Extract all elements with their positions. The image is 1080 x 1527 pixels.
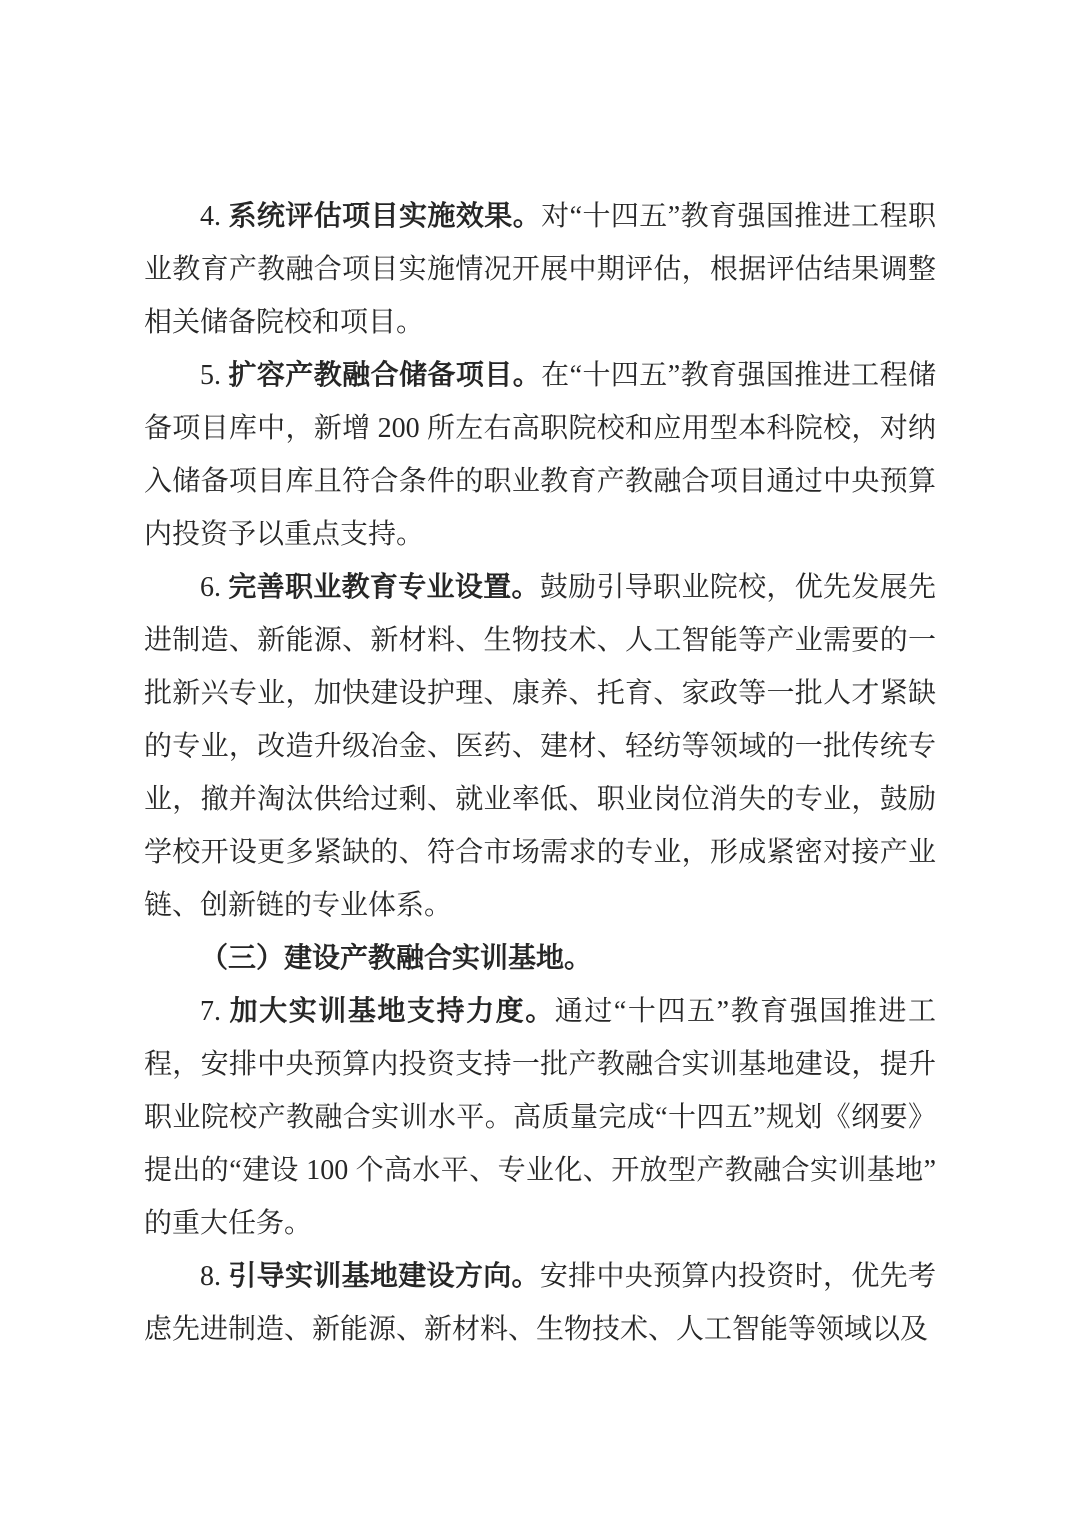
item-title: 引导实训基地建设方向。 xyxy=(228,1261,540,1292)
item-title: 扩容产教融合储备项目。 xyxy=(228,360,542,391)
item-number: 6. xyxy=(200,572,229,603)
item-number: 4. xyxy=(200,201,229,232)
item-title: 加大实训基地支持力度。 xyxy=(229,996,555,1027)
section-heading-text: （三）建设产教融合实训基地。 xyxy=(200,943,593,974)
document-text-block xyxy=(144,190,936,1356)
numbered-paragraph-4 xyxy=(144,190,936,349)
section-heading xyxy=(144,932,936,985)
item-number: 5. xyxy=(200,360,229,391)
item-body: 鼓励引导职业院校，优先发展先进制造、新能源、新材料、生物技术、人工智能等产业需要的一批新兴专业，加快建设护理、康养、托育、家政等一批人才紧缺的专业，改造升级冶金、医药、建材、轻纺等领域的一批传统专业，撤并淘汰供给过剩、就业率低、职业岗位消失的专业，鼓励学校开设更多紧缺的、符合市场需求的专业，形成紧密对接产业链、创新链的专业体系。 xyxy=(144,572,936,921)
item-body: 在“十四五”教育强国推进工程储备项目库中，新增 200 所左右高职院校和应用型本科院校，对纳入储备项目库且符合条件的职业教育产教融合项目通过中央预算内投资予以重点支持。 xyxy=(144,360,937,550)
numbered-paragraph-5 xyxy=(144,349,936,561)
item-title: 完善职业教育专业设置。 xyxy=(228,572,540,603)
item-number: 8. xyxy=(200,1261,229,1292)
numbered-paragraph-6 xyxy=(144,561,936,932)
numbered-paragraph-7 xyxy=(144,985,936,1250)
item-body: 对“十四五”教育强国推进工程职业教育产教融合项目实施情况开展中期评估，根据评估结果调整相关储备院校和项目。 xyxy=(144,201,937,338)
item-body: 通过“十四五”教育强国推进工程，安排中央预算内投资支持一批产教融合实训基地建设，提升职业院校产教融合实训水平。高质量完成“十四五”规划《纲要》提出的“建设 100 个高水平、专业化、开放型产教融合实训基地”的重大任务。 xyxy=(144,996,936,1239)
item-body: 安排中央预算内投资时，优先考虑先进制造、新能源、新材料、生物技术、人工智能等领域以及 xyxy=(144,1261,936,1345)
item-title: 系统评估项目实施效果。 xyxy=(228,201,542,232)
item-number: 7. xyxy=(200,996,230,1027)
numbered-paragraph-8 xyxy=(144,1250,936,1356)
